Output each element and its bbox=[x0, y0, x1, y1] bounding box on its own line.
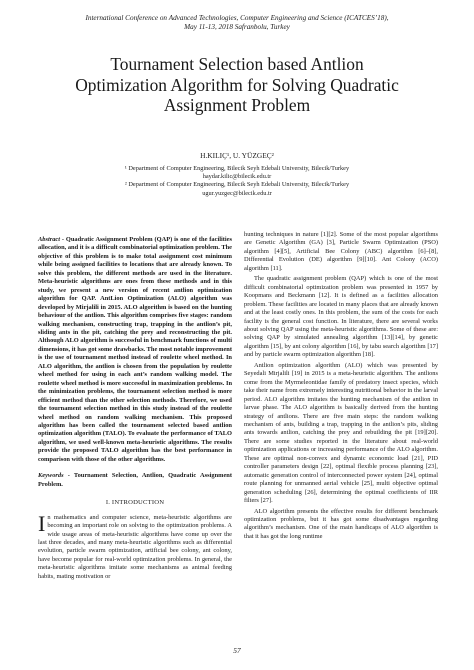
section-heading-introduction: I. INTRODUCTION bbox=[105, 499, 165, 507]
keywords-text: - Tournament Selection, Antlion, Quadratic Assignment Problem. bbox=[38, 472, 232, 488]
right-paragraph-4: ALO algorithm presents the effective results for different benchmark optimization problems, but it has got some disadvantages regarding algorithm’s mechanism. One of the main handicaps of ALO algorithm is that it has got the long runtime bbox=[244, 507, 438, 540]
left-column bbox=[38, 236, 232, 583]
abstract-label: Abstract bbox=[38, 236, 61, 243]
email-2: ugur.yuzgec@bilecik.edu.tr bbox=[202, 189, 272, 197]
title-line-3: Assignment Problem bbox=[163, 95, 311, 115]
affiliation-1: ¹ Department of Computer Engineering, Bilecik Seyh Edebali University, Bilecik/Turkey bbox=[124, 165, 350, 172]
abstract bbox=[38, 236, 232, 464]
keywords bbox=[38, 472, 232, 489]
conference-line-1: International Conference on Advanced Technologies, Computer Engineering and Science (ICATCES’18), bbox=[85, 14, 389, 22]
right-paragraph-2: The quadratic assignment problem (QAP) which is one of the most difficult combinatorial optimization problem was presented in 1957 by Koopmans and Beckmann [12]. It is defined as a facilities allocation problem. These facilities are located in many places that are already known and at the least costly ones. In this problem, the sum of the costs for each facility is the general cost function. In literature, there are several works about solving QAP using the meta-heuristic algorithms. Some of these are: solving QAP by simulated annealing algorithm [13][14], by genetic algorithm [15], by ant colony algorithm [16], by tabu search algorithm [17] and by particle swarm optimization algorithm [18]. bbox=[244, 275, 438, 359]
keywords-label: Keywords bbox=[38, 472, 64, 480]
intro-paragraph-1 bbox=[38, 510, 232, 582]
title-line-1: Tournament Selection based Antlion bbox=[110, 54, 364, 74]
intro-text: n mathematics and computer science, meta-heuristic algorithms are becoming an important role on solving to the optimization problems. A wide usage areas of meta-heuristic algorithms have come up over the last three decades, and many meta-heuristic algorithms such as differential evolution, particle swarm optimization, artificial bee colony, ant colony, have become popular for real-world optimization problems. In general, the meta-heuristic algorithms imitate some mechanisms as animal feeding habits, mating motivation or bbox=[38, 513, 232, 580]
affiliations bbox=[80, 165, 394, 198]
abstract-text: - Quadratic Assignment Problem (QAP) is one of the facilities allocation, and it is a difficult combinatorial optimization problem. The objective of this problem is to make total assignment cost minimum while being assigned facilities to locations that are already known. To solve this problem, the different methods are used in the literature. Meta-heuristic algorithms are ones from these methods and in this study, we present a new version of recent antlion optimization algorithm for QAP. AntLion Optimization (ALO) algorithm was developed by Mirjalili in 2015. ALO algorithm is based on the hunting behaviour of the antlion. This algorithm comprises five stages: random walking mechanism, constructing trap, trapping in the antlion’s pit, sliding ants in the pit, catching the prey and reconstructing the pit. Although ALO algorithm is successful in benchmark functions of multi dimensions, it has got some drawbacks. The most notable improvement is the use of tournament method instead of roulette wheel method. In ALO algorithm, the antlion is chosen from the population by roulette wheel method for using in each ant’s random walking model. The roulette wheel method is more successful in maximization problems. In the minimization problems, the tournament selection method is more efficient method than the other selection methods. Therefore, we used the tournament selection method in this study instead of the roulette wheel method on random walking mechanism. This proposed algorithm has been called the tournament selected based antlion optimization algorithm (TALO). To evaluate the performance of TALO algorithm, we used well-known meta-heuristic algorithms. The results provide the proposed TALO algorithm has the best performance in comparison with those of the other algorithms. bbox=[38, 236, 232, 463]
right-column bbox=[244, 231, 438, 543]
right-paragraph-1: hunting techniques in nature [1][2]. Some of the most popular algorithms are Genetic Algorithm (GA) [3], Particle Swarm Optimization (PSO) algorithm [4][5], Artificial Bee Colony (ABC) algorithm [6]–[8], Differential Evolution (DE) algorithm [9][10]. Ant Colony (ACO) algorithm [11]. bbox=[244, 231, 438, 272]
page-number: 57 bbox=[233, 646, 241, 655]
title-line-2: Optimization Algorithm for Solving Quadratic bbox=[75, 74, 399, 95]
conference-header bbox=[40, 14, 434, 32]
authors: H.KILIÇ¹, U. YÜZGEÇ² bbox=[200, 151, 274, 160]
right-paragraph-3: Antlion optimization algorithm (ALO) which was presented by Seyedali Mirjalili [19] in 2015 is a meta-heuristic algorithm. The antlions come from the Myrmeleontidae family of predatory insect species, which take their name from extremely interesting nutritional behavior in the larval period. ALO algorithm imitates the hunting mechanism of the antlion in larvae phase. The ALO algorithm is basically derived from the hunting strategy of antlions. There are five main steps: the random walking mechanism of ants, building a trap, trapping in the antlion’s pits, sliding ants towards antlion, catching the prey and rebuilding the pit [19][20]. There are some studies reported in the literature about real-world optimization applications or increasing performance of the ALO algorithm. These are optimal non-convex and dynamic economic load [21], PID controller parameters design [22], optimal flexible process planning [23], automatic generation control of interconnected power system [24], optimal route planning for unmanned aerial vehicle [25], multi objective optimal generation scheduling [26], determining the optimal coefficients of IIR filters [27]. bbox=[244, 361, 438, 505]
conference-line-2: May 11-13, 2018 Safranbolu, Turkey bbox=[184, 23, 290, 31]
affiliation-2: ² Department of Computer Engineering, Bilecik Seyh Edebali University, Bilecik/Turkey bbox=[124, 181, 350, 189]
email-1: haydar.kilic@bilecik.edu.tr bbox=[202, 173, 272, 181]
drop-cap: I bbox=[38, 510, 46, 536]
paper-title bbox=[30, 54, 444, 116]
